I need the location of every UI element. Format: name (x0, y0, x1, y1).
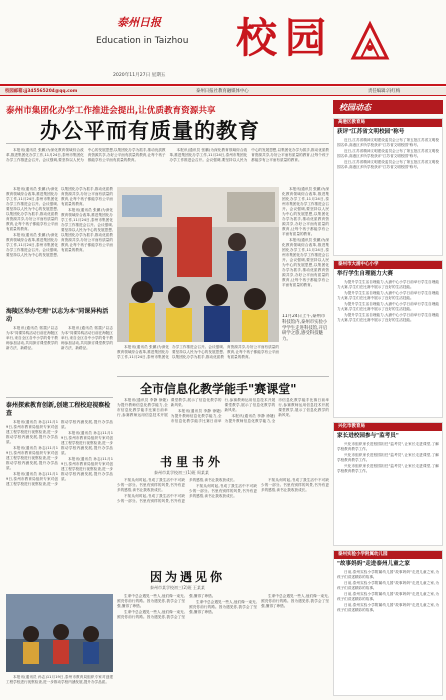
sidebar-item-3-body: 兴化市组织家长进校园担任"监考员",让家长走进课堂,了解学校教育教学工作。 兴化市组织家长进校园担任"监考员",让家长走进课堂,了解学校教育教学工作。 兴化市组织家长进校园担任"监考员",让家长走进课堂,了解学校教育教学工作。 (337, 442, 439, 473)
left-divider (6, 397, 113, 398)
under-photo-body: 本报讯(通讯员 张鹏)为深化教育领域综合改革,推进集团化办学工作,11月24日,泰州市集团化办学工作推进会召开。会议强调,要坚持以人民为中心的发展思想,以集团化办学为抓手,推动优质教育资源共享,办好公平而有质量的教育,让每个孩子都能享有公平而有质量的教育。 (117, 345, 279, 359)
sidebar-item-2-source: 泰州市大浦中心小学 (334, 261, 442, 269)
middle-divider (117, 376, 329, 377)
lead-divider (6, 143, 329, 144)
edition-name: Education in Taizhou (96, 36, 189, 46)
essay-2-title: 因为遇见你 (150, 570, 226, 584)
left-article-2-title: 泰州探索教育创新,创建工程校迎视察检查 (6, 402, 111, 417)
essay-2-byline: 泰州市某学校初三(2)班 王某某 (150, 585, 205, 590)
lead-body: 本报讯(通讯员 张鹏)为深化教育领域综合改革,推进集团化办学工作,11月24日,泰州市集团化办学工作推进会召开。会议强调,要坚持以人民为中心的发展思想,以集团化办学为抓手,推动优质教育资源共享,办好公平而有质量的教育,让每个孩子都能享有公平而有质量的教育。 本报讯(通讯员 张鹏)为深化教育领域综合改革,推进集团化办学工作,11月24日,泰州市集团化办学工作推进会召开。会议强调,要坚持以人民为中心的发展思想,以集团化办学为抓手,推动优质教育资源共享,办好公平而有质量的教育,让每个孩子都能享有公平而有质量的教育。 (6, 148, 329, 162)
lead-kicker: 泰州市集团化办学工作推进会提出,让优质教育资源共享 (6, 106, 216, 116)
sidebar (333, 100, 443, 696)
section-title: 校园 (236, 14, 334, 62)
essay-1-byline: 泰州市某学校初三(1)班 周某某 (154, 470, 209, 475)
essay-1-body: 不知从何时起,书成了我生活中不可缺少的一部分。书里有别样的风景,书外有更多的感悟,读书让我收获成长。 不知从何时起,书成了我生活中不可缺少的一部分。书里有别样的风景,书外有更多的感悟,读书让我收获成长。 不知从何时起,书成了我生活中不可缺少的一部分。书里有别样的风景,书外有更多的感悟,读书让我收获成长。 不知从何时起,书成了我生活中不可缺少的一部分。书里有别样的风景,书外有更多的感悟,读书让我收获成长。 (117, 478, 329, 503)
left-article-1-body: 本报讯(通讯员 郭震)"以志为本"同课异构活动日前在海陵区举行,来自全区各中小学的骨干教师参加活动,共同探讨课堂教学的新方法、新路径。 本报讯(通讯员 郭震)"以志为本"同课异构活动日前在海陵区举行,来自全区各中小学的骨干教师参加活动,共同探讨课堂教学的新方法、新路径。 (6, 326, 113, 350)
middle-article-title: 全市信息化教学能手"赛课堂" (140, 382, 297, 396)
sidebar-item-2 (333, 260, 443, 418)
ticker-bar (0, 87, 446, 96)
left-article-1-title: 海陵区举办宅理"以志为本"同课异构活动 (6, 308, 109, 323)
sidebar-item-4 (333, 550, 443, 696)
sidebar-item-4-body: 日前,泰州实验小学附属幼儿园"故事妈妈"走进儿童之家,为孩子们讲述精彩的故事。 日前,泰州实验小学附属幼儿园"故事妈妈"走进儿童之家,为孩子们讲述精彩的故事。 日前,泰州实验小学附属幼儿园"故事妈妈"走进儿童之家,为孩子们讲述精彩的故事。 日前,泰州实验小学附属幼儿园"故事妈妈"走进儿童之家,为孩子们讲述精彩的故事。 (337, 570, 439, 612)
sidebar-item-1-source: 高港区教育局 (334, 119, 442, 127)
sidebar-item-1-title: 获评"江苏省文明校园"称号 (337, 129, 405, 135)
essay-2-body: 生命中总会遇见一些人,他们像一束光,照亮你前行的路。因为遇见你,我学会了坚强,懂得了珍惜。 生命中总会遇见一些人,他们像一束光,照亮你前行的路。因为遇见你,我学会了坚强,懂得了珍惜。 生命中总会遇见一些人,他们像一束光,照亮你前行的路。因为遇见你,我学会了坚强,懂得了珍惜。 生命中总会遇见一些人,他们像一束光,照亮你前行的路。因为遇见你,我学会了坚强,懂得了珍惜。 (117, 594, 329, 619)
lead-photo (117, 187, 279, 342)
essay-1-title: 书里书外 (160, 455, 225, 469)
paper-logo: 泰州日报 (117, 16, 161, 29)
school-logo-icon (347, 18, 393, 64)
sidebar-item-3 (333, 422, 443, 546)
right-of-photo-body: 本报讯(通讯员 张鹏)为深化教育领域综合改革,推进集团化办学工作,11月24日,泰州市集团化办学工作推进会召开。会议强调,要坚持以人民为中心的发展思想,以集团化办学为抓手,推动优质教育资源共享,办好公平而有质量的教育,让每个孩子都能享有公平而有质量的教育。 本报讯(通讯员 张鹏)为深化教育领域综合改革,推进集团化办学工作,11月24日,泰州市集团化办学工作推进会召开。会议强调,要坚持以人民为中心的发展思想,以集团化办学为抓手,推动优质教育资源共享,办好公平而有质量的教育,让每个孩子都能享有公平而有质量的教育。 (282, 187, 329, 287)
sidebar-item-3-source: 兴化市教育局 (334, 423, 442, 431)
ticker-editor: 责任编辑:冯红梅 (368, 89, 401, 94)
masthead (0, 0, 446, 86)
date-line: 2020年11月27日 星期五 (113, 73, 166, 78)
ticker-publisher: 泰州日报社教育融媒体中心 (196, 89, 249, 94)
sidebar-banner (333, 100, 443, 114)
sidebar-title: 校园动态 (339, 103, 371, 112)
sidebar-item-2-body: 为提升学生生活自理能力,大浦中心小学日前举行学生自理能力大赛,学生们在比赛中展示了良好的生活技能。 为提升学生生活自理能力,大浦中心小学日前举行学生自理能力大赛,学生们在比赛中展示了良好的生活技能。 为提升学生生活自理能力,大浦中心小学日前举行学生自理能力大赛,学生们在比赛中展示了良好的生活技能。 为提升学生生活自理能力,大浦中心小学日前举行学生自理能力大赛,学生们在比赛中展示了良好的生活技能。 (337, 280, 439, 322)
masthead-rule (0, 84, 446, 86)
middle-article-body: 本报讯(通讯员 李静 徐婕)为提升教师信息化教学能力,全市信息化教学能手比赛日前举行,参赛教师运用信息技术开展课堂教学,展示了信息化教学的新风采。 本报讯(通讯员 李静 徐婕)为提升教师信息化教学能力,全市信息化教学能手比赛日前举行,参赛教师运用信息技术开展课堂教学,展示了信息化教学的新风采。 本报讯(通讯员 李静 徐婕)为提升教师信息化教学能力,全市信息化教学能手比赛日前举行,参赛教师运用信息技术开展课堂教学,展示了信息化教学的新风采。 (117, 398, 329, 423)
sidebar-item-2-title: 举行学生自理能力大赛 (337, 271, 393, 277)
left-bottom-body: 本报讯(通讯员 孙志)11月19日,泰州市教育局组织专家对创建工程学校进行视察检查,进一步推动学校内涵发展,提升办学品质。 (6, 675, 113, 684)
sidebar-item-1 (333, 118, 443, 256)
sidebar-item-4-source: 泰州实验小学附属幼儿园 (334, 551, 442, 559)
left-article-2-body: 本报讯(通讯员 孙志)11月19日,泰州市教育局组织专家对创建工程学校进行视察检查,进一步推动学校内涵发展,提升办学品质。 本报讯(通讯员 孙志)11月19日,泰州市教育局组织专家对创建工程学校进行视察检查,进一步推动学校内涵发展,提升办学品质。 本报讯(通讯员 孙志)11月19日,泰州市教育局组织专家对创建工程学校进行视察检查,进一步推动学校内涵发展,提升办学品质。 本报讯(通讯员 孙志)11月19日,泰州市教育局组织专家对创建工程学校进行视察检查,进一步推动学校内涵发展,提升办学品质。 本报讯(通讯员 孙志)11月19日,泰州市教育局组织专家对创建工程学校进行视察检查,进一步推动学校内涵发展,提升办学品质。 (6, 420, 113, 486)
sidebar-item-3-title: 家长进校园参与"监考员" (337, 433, 399, 439)
ticker-email: 校园邮箱:jj345565204@qq.com (5, 89, 78, 94)
left-column-top-body: 本报讯(通讯员 张鹏)为深化教育领域综合改革,推进集团化办学工作,11月24日,泰州市集团化办学工作推进会召开。会议强调,要坚持以人民为中心的发展思想,以集团化办学为抓手,推动优质教育资源共享,办好公平而有质量的教育,让每个孩子都能享有公平而有质量的教育。 本报讯(通讯员 张鹏)为深化教育领域综合改革,推进集团化办学工作,11月24日,泰州市集团化办学工作推进会召开。会议强调,要坚持以人民为中心的发展思想,以集团化办学为抓手,推动优质教育资源共享,办好公平而有质量的教育,让每个孩子都能享有公平而有质量的教育。 本报讯(通讯员 张鹏)为深化教育领域综合改革,推进集团化办学工作,11月24日,泰州市集团化办学工作推进会召开。会议强调,要坚持以人民为中心的发展思想,以集团化办学为抓手,推动优质教育资源共享,办好公平而有质量的教育,让每个孩子都能享有公平而有质量的教育。 (6, 187, 113, 257)
lead-headline: 办公平而有质量的教育 (40, 119, 260, 143)
left-photo (6, 594, 113, 672)
photo-caption: 11月24日上午,泰州市科技馆内,泰州市实验小学学生走进科技馆,开启研学之旅,感受科技魅力。 (282, 314, 328, 343)
sidebar-item-4-title: "故事妈妈"走进泰州儿童之家 (337, 561, 410, 567)
sidebar-item-1-body: 近日,江苏省精神文明建设委员会公布了第五批江苏省文明校园名单,高港区多所学校获评"江苏省文明校园"称号。 近日,江苏省精神文明建设委员会公布了第五批江苏省文明校园名单,高港区多所学校获评"江苏省文明校园"称号。 近日,江苏省精神文明建设委员会公布了第五批江苏省文明校园名单,高港区多所学校获评"江苏省文明校园"称号。 (337, 138, 439, 169)
